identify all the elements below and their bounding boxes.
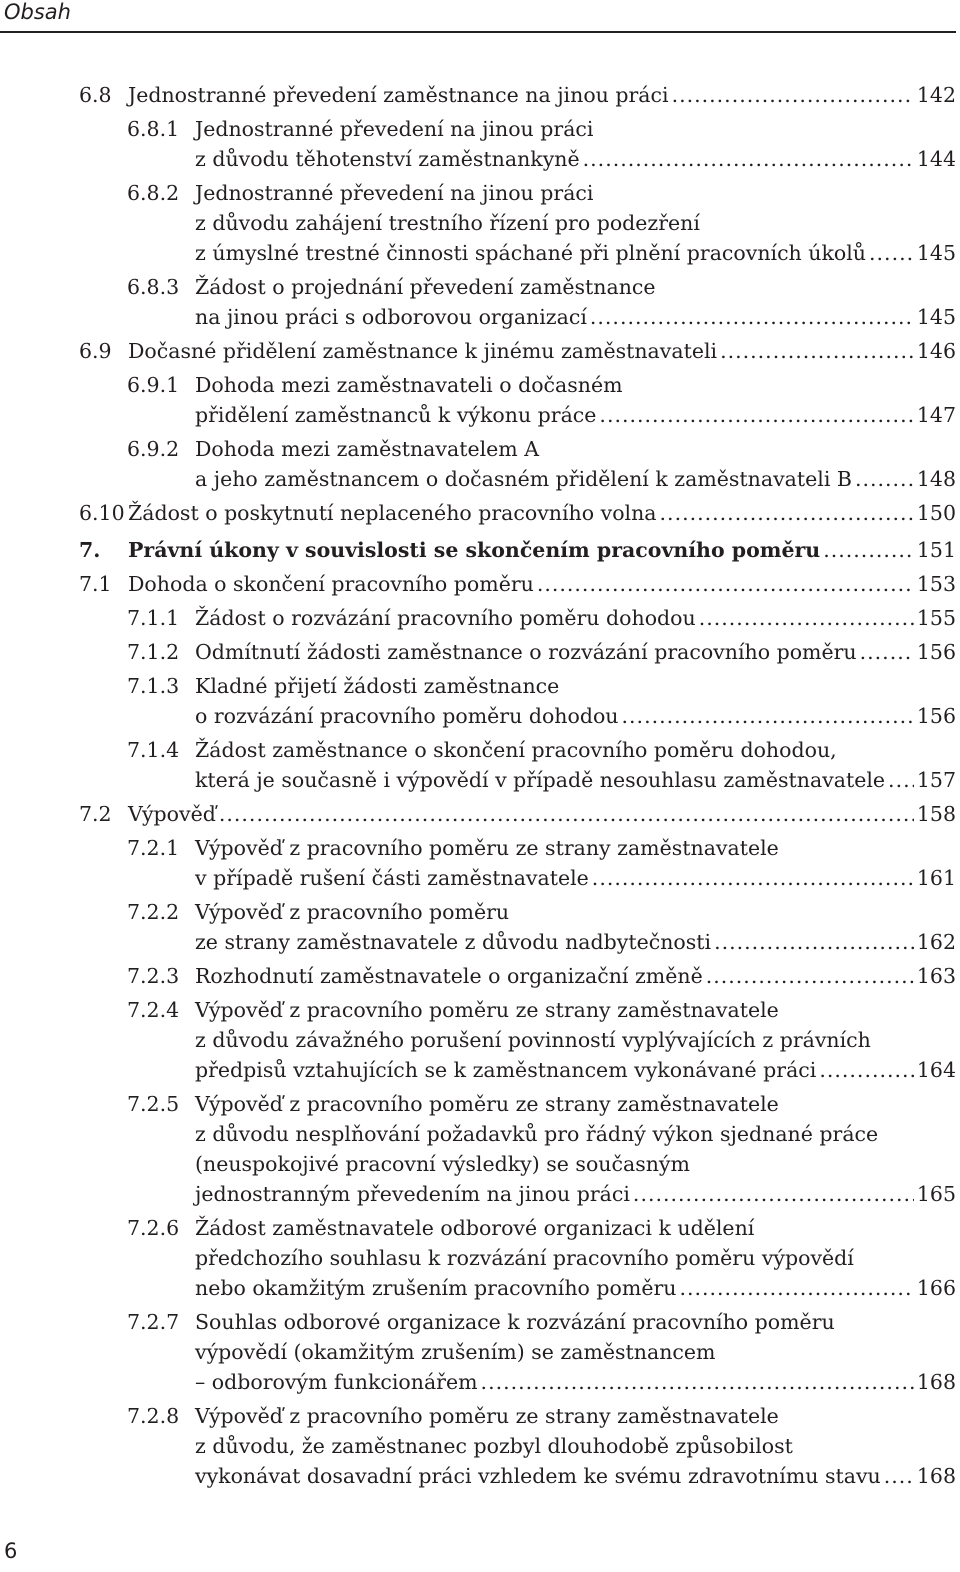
toc-entry-page: 165 (916, 1182, 956, 1206)
toc-entry-title-line: předchozího souhlasu k rozvázání pracovního poměru výpovědí (195, 1246, 854, 1270)
toc-entry-page: 168 (916, 1464, 956, 1488)
dot-leader (592, 863, 914, 893)
toc-entry-title-line: Výpověď z pracovního poměru ze strany zaměstnavatele (195, 998, 779, 1022)
toc-entry-title-line: (neuspokojivé pracovní výsledky) se současným (195, 1152, 690, 1176)
toc-entry-title-line: z důvodu závažného porušení povinností vyplývajících z právních (195, 1028, 871, 1052)
toc-entry-number: 7.2.4 (127, 998, 180, 1022)
toc-entry-title-line: Výpověď z pracovního poměru (195, 900, 510, 924)
toc-entry-title-line: jednostranným převedením na jinou práci (195, 1182, 630, 1206)
toc-entry (0, 434, 956, 494)
toc-entry-title-line: Žádost zaměstnavatele odborové organizaci k udělení (195, 1216, 755, 1240)
toc-entry-title-line: Výpověď z pracovního poměru ze strany zaměstnavatele (195, 836, 779, 860)
toc-entry (0, 1089, 956, 1209)
toc-entry-page: 164 (916, 1058, 956, 1082)
toc-entry-page: 142 (916, 83, 956, 107)
toc-entry-number: 6.9 (79, 339, 112, 363)
toc-entry-title-line: Jednostranné převedení na jinou práci (195, 181, 594, 205)
toc-entry-page: 163 (916, 964, 956, 988)
toc-entry-number: 6.8.1 (127, 117, 180, 141)
toc-entry-number: 7.2.1 (127, 836, 180, 860)
toc-entry-title-line: z důvodu zahájení trestního řízení pro podezření (195, 211, 700, 235)
toc-entry-title-line: Rozhodnutí zaměstnavatele o organizační změně (195, 964, 703, 988)
toc-entry-number: 7.2.6 (127, 1216, 180, 1240)
toc-entry-page: 166 (916, 1276, 956, 1300)
dot-leader (714, 927, 914, 957)
toc-entry-page: 150 (916, 501, 956, 525)
page-number: 6 (4, 1539, 18, 1563)
dot-leader (590, 302, 914, 332)
toc-entry-title-line: vykonávat dosavadní práci vzhledem ke svému zdravotnímu stavu (195, 1464, 881, 1488)
dot-leader (823, 535, 914, 565)
toc-entry (0, 1213, 956, 1303)
toc-entry-number: 7. (79, 538, 101, 562)
toc-entry-page: 158 (916, 802, 956, 826)
toc-entry (0, 799, 956, 829)
toc-entry-title-line: Jednostranné převedení zaměstnance na jinou práci (128, 83, 669, 107)
toc-entry-number: 7.2.5 (127, 1092, 180, 1116)
toc-entry-number: 7.2.8 (127, 1404, 180, 1428)
toc-entry-title-line: z důvodu, že zaměstnanec pozbyl dlouhodobě způsobilost (195, 1434, 793, 1458)
toc-entry-title-line: na jinou práci s odborovou organizací (195, 305, 587, 329)
dot-leader (720, 336, 914, 366)
dot-leader (583, 144, 914, 174)
toc-entry (0, 569, 956, 599)
toc-entry-number: 7.1.4 (127, 738, 180, 762)
toc-entry-title-line: Dohoda mezi zaměstnavateli o dočasném (195, 373, 623, 397)
toc-entry-page: 168 (916, 1370, 956, 1394)
toc-entry-title-line: Jednostranné převedení na jinou práci (195, 117, 594, 141)
toc-entry-title-line: Dohoda mezi zaměstnavatelem A (195, 437, 540, 461)
dot-leader (819, 1055, 914, 1085)
toc-entry-number: 6.8 (79, 83, 112, 107)
toc-entry (0, 671, 956, 731)
toc-entry-number: 7.1.1 (127, 606, 180, 630)
running-head-title: Obsah (4, 0, 71, 24)
header-rule (0, 31, 956, 33)
toc-entry-title-line: z důvodu těhotenství zaměstnankyně (195, 147, 580, 171)
toc-entry-title-line: Výpověď (128, 802, 216, 826)
toc-entry-number: 6.8.2 (127, 181, 180, 205)
dot-leader (599, 400, 913, 430)
toc-entry-title-line: předpisů vztahujících se k zaměstnancem vykonávané práci (195, 1058, 817, 1082)
toc-entry (0, 897, 956, 957)
toc-entry (0, 735, 956, 795)
toc-entry-title-line: a jeho zaměstnancem o dočasném přidělení k zaměstnavateli B (195, 467, 852, 491)
toc-entry-title-line: Dočasné přidělení zaměstnance k jinému zaměstnavateli (128, 339, 718, 363)
dot-leader (481, 1367, 914, 1397)
toc-entry-title-line: o rozvázání pracovního poměru dohodou (195, 704, 619, 728)
toc-entry (0, 961, 956, 991)
toc-entry-title-line: nebo okamžitým zrušením pracovního poměru (195, 1276, 677, 1300)
toc-entry-title-line: která je současně i výpovědí v případě nesouhlasu zaměstnavatele (195, 768, 886, 792)
toc-entry-number: 6.8.3 (127, 275, 180, 299)
toc-entry (0, 535, 956, 565)
toc-entry-title-line: Výpověď z pracovního poměru ze strany zaměstnavatele (195, 1404, 779, 1428)
toc-entry-page: 153 (916, 572, 956, 596)
dot-leader (219, 799, 914, 829)
toc-entry-page: 155 (916, 606, 956, 630)
toc-entry-page: 161 (916, 866, 956, 890)
toc-entry (0, 498, 956, 528)
toc-entry-number: 7.1 (79, 572, 112, 596)
toc-entry-number: 6.10 (79, 501, 125, 525)
toc-entry (0, 370, 956, 430)
toc-entry-title-line: Výpověď z pracovního poměru ze strany zaměstnavatele (195, 1092, 779, 1116)
toc-entry-page: 156 (916, 704, 956, 728)
toc-entry-page: 145 (916, 305, 956, 329)
dot-leader (660, 498, 914, 528)
toc-entry (0, 178, 956, 268)
dot-leader (706, 961, 914, 991)
dot-leader (622, 701, 914, 731)
toc-entry-title-line: výpovědí (okamžitým zrušením) se zaměstnancem (195, 1340, 716, 1364)
dot-leader (888, 765, 914, 795)
toc-entry (0, 80, 956, 110)
dot-leader (679, 1273, 913, 1303)
dot-leader (884, 1461, 914, 1491)
toc-entry-page: 162 (916, 930, 956, 954)
table-of-contents (0, 80, 956, 1495)
toc-entry-title-line: Žádost o rozvázání pracovního poměru dohodou (195, 606, 696, 630)
toc-entry-number: 6.9.1 (127, 373, 180, 397)
toc-entry-page: 156 (916, 640, 956, 664)
toc-entry (0, 1401, 956, 1491)
toc-entry-number: 7.1.2 (127, 640, 180, 664)
dot-leader (537, 569, 914, 599)
toc-entry-number: 7.2 (79, 802, 112, 826)
toc-entry-page: 144 (916, 147, 956, 171)
toc-entry-title-line: Kladné přijetí žádosti zaměstnance (195, 674, 560, 698)
toc-entry-title-line: Souhlas odborové organizace k rozvázání pracovního poměru (195, 1310, 835, 1334)
toc-entry-number: 7.2.3 (127, 964, 180, 988)
toc-entry-title-line: přidělení zaměstnanců k výkonu práce (195, 403, 597, 427)
toc-entry-page: 145 (916, 241, 956, 265)
toc-entry (0, 114, 956, 174)
toc-entry-title-line: ze strany zaměstnavatele z důvodu nadbytečnosti (195, 930, 712, 954)
dot-leader (860, 637, 914, 667)
toc-entry-title-line: Žádost o poskytnutí neplaceného pracovního volna (128, 501, 657, 525)
toc-entry-number: 7.2.7 (127, 1310, 180, 1334)
toc-entry-title-line: Právní úkony v souvislosti se skončením pracovního poměru (128, 538, 821, 562)
toc-entry-page: 151 (916, 538, 956, 562)
toc-entry (0, 995, 956, 1085)
dot-leader (869, 238, 914, 268)
toc-entry-title-line: Dohoda o skončení pracovního poměru (128, 572, 534, 596)
toc-entry-number: 6.9.2 (127, 437, 180, 461)
toc-entry (0, 637, 956, 667)
toc-entry-title-line: Žádost o projednání převedení zaměstnance (195, 275, 656, 299)
toc-entry (0, 833, 956, 893)
toc-entry-title-line: z důvodu nesplňování požadavků pro řádný výkon sjednané práce (195, 1122, 879, 1146)
dot-leader (855, 464, 914, 494)
toc-entry-page: 146 (916, 339, 956, 363)
toc-entry-page: 148 (916, 467, 956, 491)
dot-leader (633, 1179, 914, 1209)
toc-entry-number: 7.1.3 (127, 674, 180, 698)
toc-entry-title-line: v případě rušení části zaměstnavatele (195, 866, 589, 890)
dot-leader (699, 603, 914, 633)
toc-entry-title-line: Žádost zaměstnance o skončení pracovního poměru dohodou, (195, 738, 837, 762)
toc-entry-page: 157 (916, 768, 956, 792)
toc-entry (0, 272, 956, 332)
toc-entry (0, 336, 956, 366)
toc-entry (0, 603, 956, 633)
toc-entry-title-line: – odborovým funkcionářem (195, 1370, 478, 1394)
toc-entry-page: 147 (916, 403, 956, 427)
dot-leader (672, 80, 914, 110)
toc-entry (0, 1307, 956, 1397)
toc-entry-title-line: Odmítnutí žádosti zaměstnance o rozvázání pracovního poměru (195, 640, 857, 664)
toc-entry-number: 7.2.2 (127, 900, 180, 924)
toc-entry-title-line: z úmyslné trestné činnosti spáchané při plnění pracovních úkolů (195, 241, 867, 265)
